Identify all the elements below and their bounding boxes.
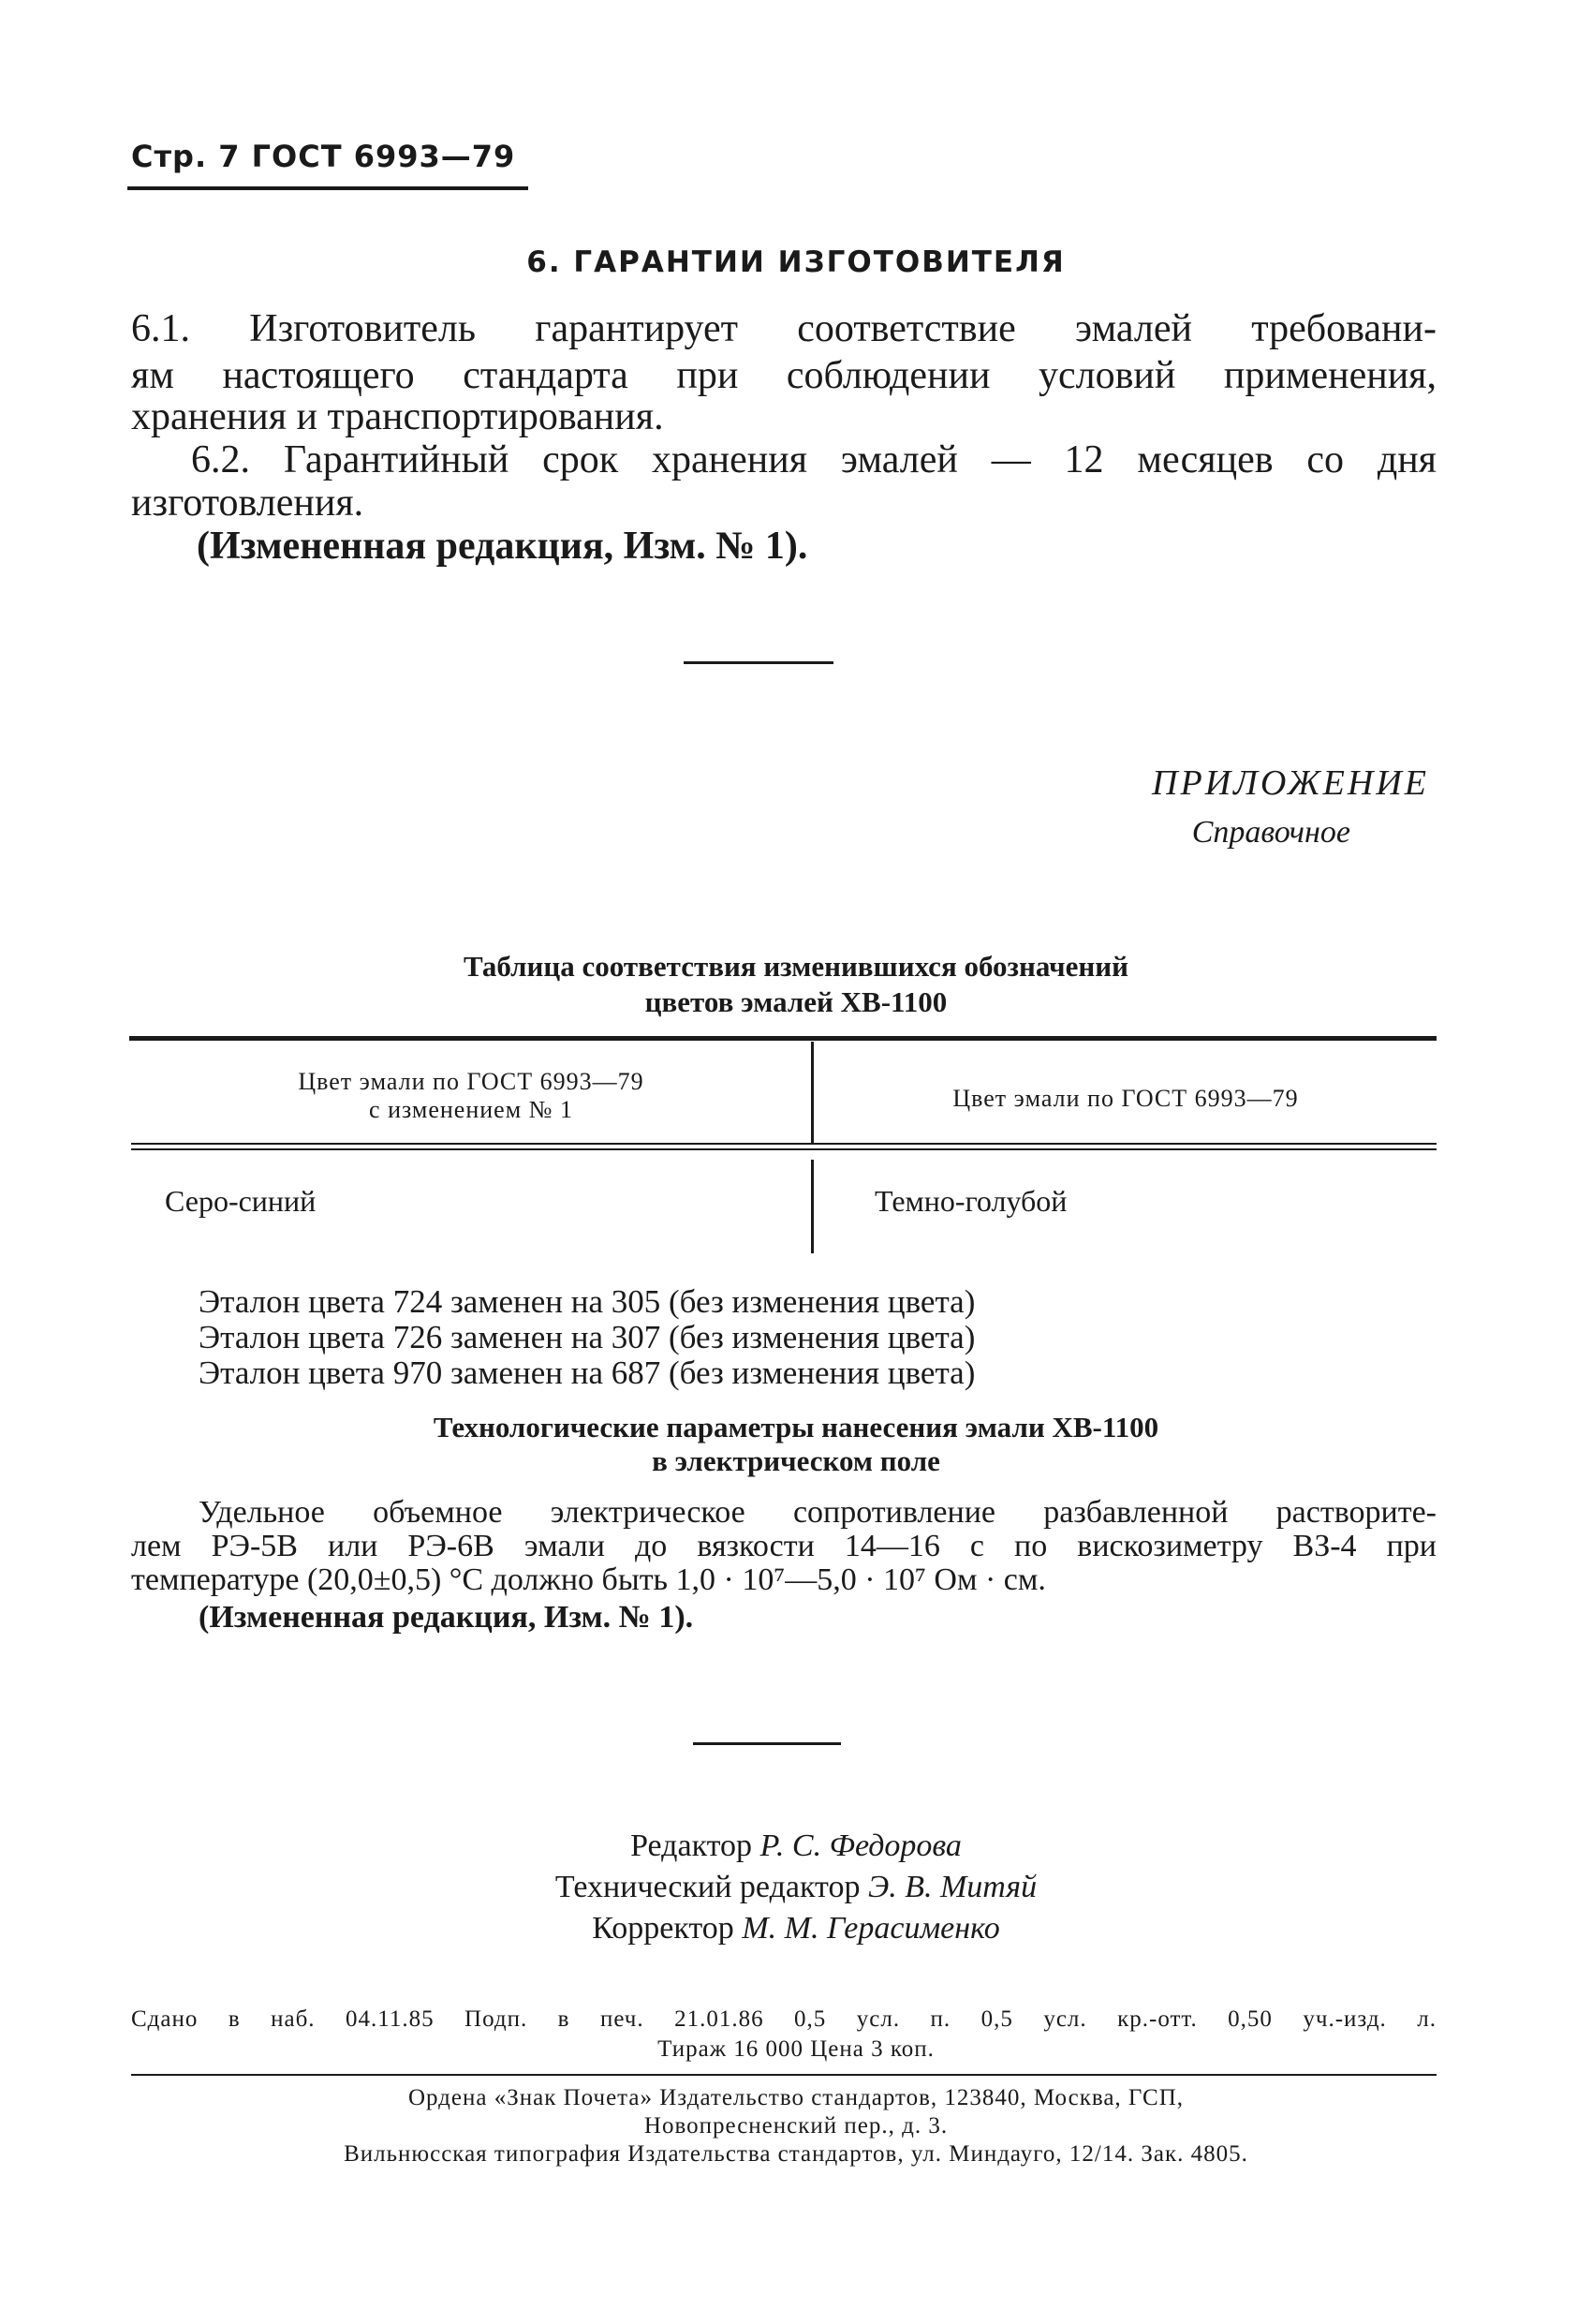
appendix-subtitle: Справочное — [1191, 815, 1350, 850]
editor-name: Р. С. Федорова — [759, 1828, 962, 1863]
table-header-rule-1 — [131, 1143, 1437, 1145]
table-header-rule-2 — [131, 1148, 1437, 1150]
imprint-line-4: Новопресненский пер., д. 3. — [643, 2113, 949, 2139]
section-separator — [684, 661, 833, 664]
etalon-line-1: Эталон цвета 724 заменен на 305 (без изменения цвета) — [199, 1283, 976, 1320]
imprint-line-5: Вильнюсская типография Издательства стандартов, ул. Миндауго, 12/14. Зак. 4805. — [344, 2141, 1248, 2167]
etalon-line-2: Эталон цвета 726 заменен на 307 (без изменения цвета) — [199, 1319, 976, 1355]
tech-editor-name: Э. В. Митяй — [867, 1870, 1038, 1904]
section-title: 6. ГАРАНТИИ ИЗГОТОВИТЕЛЯ — [526, 245, 1066, 279]
paragraph-6-1-line-3: хранения и транспортирования. — [131, 395, 664, 438]
credits-separator — [693, 1742, 841, 1745]
imprint-rule — [131, 2074, 1437, 2076]
paragraph-6-2-line-2: изготовления. — [131, 481, 364, 525]
table-caption-line-2: цветов эмалей ХВ-1100 — [644, 985, 948, 1018]
column-1-header — [131, 1068, 811, 1124]
table-caption-line-1: Таблица соответствия изменившихся обозначений — [464, 950, 1128, 983]
column-2-header: Цвет эмали по ГОСТ 6993—79 — [952, 1085, 1299, 1112]
table-cell-row-1-col-2: Темно-голубой — [875, 1184, 1068, 1218]
tech-paragraph-line-3: температуре (20,0±0,5) °С должно быть 1,0 · 10⁷—5,0 · 10⁷ Ом · см. — [131, 1562, 1046, 1597]
imprint-line-1: Сдано в наб. 04.11.85 Подп. в печ. 21.01.86 0,5 усл. п. 0,5 усл. кр.-отт. 0,50 уч.-изд. л. — [131, 2006, 1437, 2032]
table-cell-row-1-col-1: Серо-синий — [165, 1184, 317, 1218]
tech-paragraph-line-1: Удельное объемное электрическое сопротивление разбавленной растворите- — [199, 1495, 1437, 1530]
credit-tech-editor — [0, 1870, 1592, 1905]
table-header-divider — [811, 1042, 814, 1143]
corrector-role: Корректор — [592, 1911, 734, 1946]
credit-corrector — [0, 1911, 1592, 1947]
imprint-line-2: Тираж 16 000 Цена 3 коп. — [657, 2036, 935, 2062]
paragraph-6-2-line-1: 6.2. Гарантийный срок хранения эмалей — 12 месяцев со дня — [191, 438, 1437, 481]
appendix-title: ПРИЛОЖЕНИЕ — [1152, 763, 1429, 803]
corrector-name: М. М. Герасименко — [742, 1911, 1000, 1946]
header-rule — [127, 186, 528, 190]
table-body-divider — [811, 1160, 814, 1253]
table-top-rule — [129, 1036, 1437, 1041]
etalon-line-3: Эталон цвета 970 заменен на 687 (без изменения цвета) — [199, 1354, 976, 1391]
tech-title-line-2: в электрическом поле — [652, 1444, 940, 1477]
paragraph-6-1-line-1: 6.1. Изготовитель гарантирует соответствие эмалей требовани- — [131, 307, 1437, 350]
imprint-line-3: Ордена «Знак Почета» Издательство стандартов, 123840, Москва, ГСП, — [407, 2085, 1185, 2110]
page-header: Стр. 7 ГОСТ 6993—79 — [131, 139, 516, 174]
editor-role: Редактор — [630, 1828, 753, 1863]
column-1-header-line-1: Цвет эмали по ГОСТ 6993—79 — [298, 1068, 644, 1095]
credit-editor — [0, 1828, 1592, 1864]
tech-paragraph-line-2: лем РЭ-5В или РЭ-6В эмали до вязкости 14—16 с по вискозиметру ВЗ-4 при — [131, 1529, 1437, 1563]
column-1-header-line-2: с изменением № 1 — [369, 1096, 573, 1123]
tech-editor-role: Технический редактор — [554, 1870, 861, 1904]
paragraph-6-1-line-2: ям настоящего стандарта при соблюдении условий применения, — [131, 354, 1437, 397]
tech-title-line-1: Технологические параметры нанесения эмали ХВ-1100 — [433, 1411, 1159, 1443]
tech-amendment-note: (Измененная редакция, Изм. № 1). — [199, 1600, 694, 1635]
amendment-note: (Измененная редакция, Изм. № 1). — [197, 525, 808, 568]
